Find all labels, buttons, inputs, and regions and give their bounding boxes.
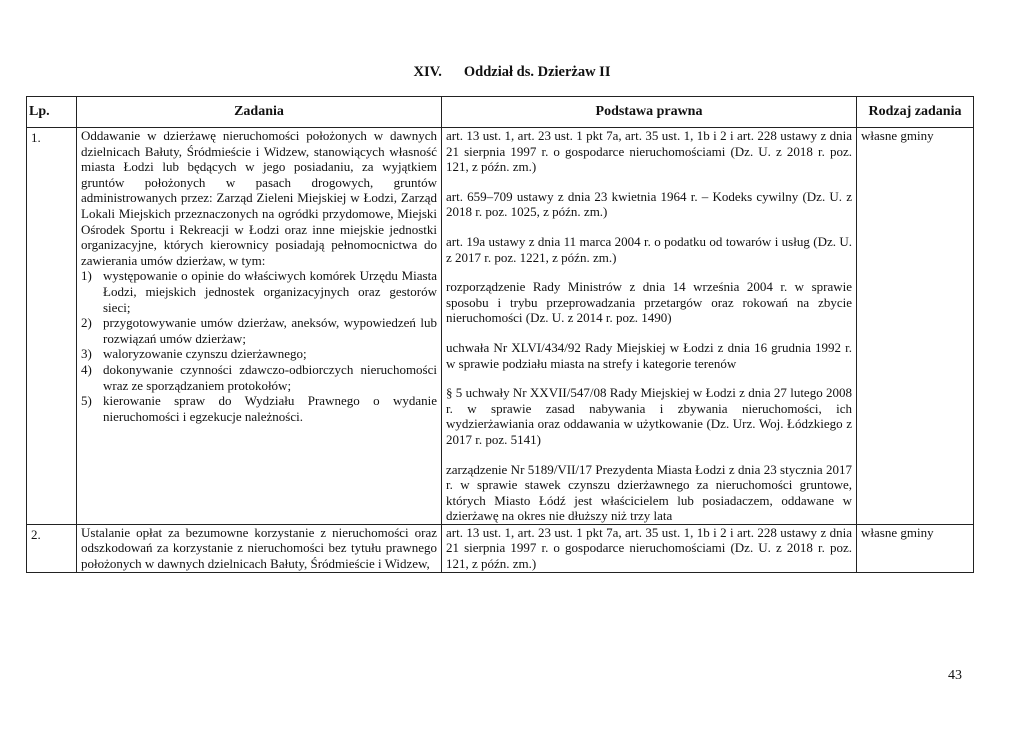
page-number: 43 (948, 668, 962, 683)
subtask-list (81, 268, 437, 424)
legal-basis-cell (442, 524, 857, 572)
section-number: XIV. (413, 64, 442, 80)
task-type: własne gminy (857, 128, 974, 525)
tasks-table (26, 96, 974, 573)
list-item (81, 346, 437, 362)
list-item (81, 268, 437, 315)
list-item-text: waloryzowanie czynszu dzierżawnego; (103, 346, 307, 362)
list-item-text: kierowanie spraw do Wydziału Prawnego o wydanie nieruchomości i egzekucje należności. (103, 393, 437, 424)
list-item-text: przygotowywanie umów dzierżaw, aneksów, wypowiedzeń lub rozwiązań umów dzierżaw; (103, 315, 437, 346)
list-item-number: 3) (81, 346, 92, 362)
list-item (81, 362, 437, 393)
section-title (0, 64, 1024, 81)
task-intro: Oddawanie w dzierżawę nieruchomości położonych w dawnych dzielnicach Bałuty, Śródmieście i Widzew, stanowiących własność miasta Łodzi lub będących w jego posiadaniu, za wyjątkiem gruntów położonych w pasach drogowych, gruntów administrowanych przez: Zarząd Zieleni Miejskiej w Łodzi, Zarząd Lokali Miejskich przeznaczonych na ogródki przydomowe, Miejski Ośrodek Sportu i Rekreacji w Łodzi oraz inne miejskie jednostki organizacyjne, których kierownicy posiadają pełnomocnictwa do zawierania umów dzierżaw, w tym: (81, 128, 437, 268)
list-item-number: 4) (81, 361, 92, 377)
list-item (81, 393, 437, 424)
list-item-number: 5) (81, 393, 92, 409)
task-cell (77, 128, 442, 525)
row-number: 1. (27, 128, 77, 525)
legal-basis-item: rozporządzenie Rady Ministrów z dnia 14 września 2004 r. w sprawie sposobu i trybu przeprowadzania przetargów oraz rokowań na zbycie nieruchomości (Dz. U. z 2014 r. poz. 1490) (446, 279, 852, 326)
legal-basis-item: art. 13 ust. 1, art. 23 ust. 1 pkt 7a, art. 35 ust. 1, 1b i 2 i art. 228 ustawy z dnia 21 sierpnia 1997 r. o gospodarce nieruchomościami (Dz. U. z 2018 r. poz. 121, z późn. zm.) (446, 128, 852, 175)
section-name: Oddział ds. Dzierżaw II (463, 64, 611, 80)
legal-basis-cell (442, 128, 857, 525)
header-task-type: Rodzaj zadania (857, 97, 974, 128)
row-number: 2. (27, 524, 77, 572)
task-intro: Ustalanie opłat za bezumowne korzystanie z nieruchomości oraz odszkodowań za korzystanie z nieruchomości bez tytułu prawnego położonych w dawnych dzielnicach Bałuty, Śródmieście i Widzew, (77, 524, 442, 572)
legal-basis-item: art. 13 ust. 1, art. 23 ust. 1 pkt 7a, art. 35 ust. 1, 1b i 2 i art. 228 ustawy z dnia 21 sierpnia 1997 r. o gospodarce nieruchomościami (Dz. U. z 2018 r. poz. 121, z późn. zm.) (446, 524, 852, 572)
header-lp: Lp. (27, 97, 77, 128)
list-item-number: 1) (81, 268, 92, 284)
list-item-text: występowanie o opinie do właściwych komórek Urzędu Miasta Łodzi, miejskich jednostek organizacyjnych oraz gestorów sieci; (103, 268, 437, 315)
list-item-number: 2) (81, 315, 92, 331)
legal-basis-item: zarządzenie Nr 5189/VII/17 Prezydenta Miasta Łodzi z dnia 23 stycznia 2017 r. w sprawie stawek czynszu dzierżawnego za nieruchomości gruntowe, których Miasto Łódź jest właścicielem lub posiadaczem, oddawane w dzierżawę na okres nie dłuższy niż trzy lata (446, 461, 852, 524)
list-item (81, 315, 437, 346)
legal-basis-item: uchwała Nr XLVI/434/92 Rady Miejskiej w Łodzi z dnia 16 grudnia 1992 r. w sprawie podziału miasta na strefy i kategorie terenów (446, 339, 852, 371)
list-item-text: dokonywanie czynności zdawczo-odbiorczych nieruchomości wraz ze sporządzaniem protokołów; (103, 361, 437, 393)
table-header-row (27, 97, 974, 128)
header-tasks: Zadania (77, 97, 442, 128)
header-legal-basis: Podstawa prawna (442, 97, 857, 128)
legal-basis-item: art. 19a ustawy z dnia 11 marca 2004 r. o podatku od towarów i usług (Dz. U. z 2017 r. poz. 1221, z późn. zm.) (446, 233, 852, 265)
legal-basis-item: art. 659–709 ustawy z dnia 23 kwietnia 1964 r. – Kodeks cywilny (Dz. U. z 2018 r. poz. 1025, z późn. zm.) (446, 188, 852, 220)
legal-basis-item: § 5 uchwały Nr XXVII/547/08 Rady Miejskiej w Łodzi z dnia 27 lutego 2008 r. w sprawie zasad nabywania i zbywania nieruchomości, ich wydzierżawiania oraz oddawania w użytkowanie (Dz. Urz. Woj. Łódzkiego z 2017 r. poz. 5141) (446, 385, 852, 447)
task-type: własne gminy (857, 524, 974, 572)
table-row (27, 524, 974, 572)
table-row (27, 128, 974, 525)
